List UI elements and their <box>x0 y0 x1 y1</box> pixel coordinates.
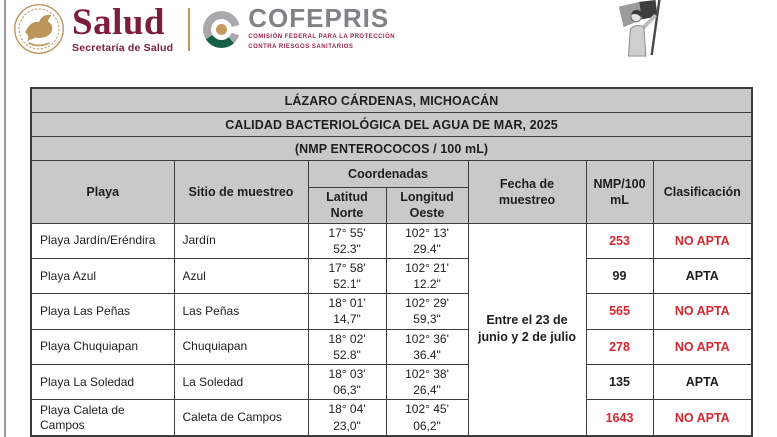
page-left-edge <box>4 0 6 437</box>
nmp-cell: 278 <box>586 329 653 364</box>
longitud-cell: 102° 36' 36.4" <box>386 329 468 364</box>
column-header-playa: Playa <box>31 161 174 224</box>
cofepris-logo <box>248 5 395 52</box>
table-title-row-units <box>31 137 752 161</box>
clasificacion-cell: NO APTA <box>653 223 752 258</box>
table-title-row-subject <box>31 113 752 137</box>
longitud-cell: 102° 13' 29.4" <box>386 223 468 258</box>
table-title-units: (NMP ENTEROCOCOS / 100 mL) <box>31 137 752 161</box>
playa-cell: Playa Las Peñas <box>31 294 174 329</box>
table-row <box>31 294 752 329</box>
sitio-cell: Las Peñas <box>174 294 308 329</box>
clasificacion-cell: NO APTA <box>653 329 752 364</box>
sitio-cell: Azul <box>174 258 308 293</box>
column-header-row <box>31 161 752 188</box>
column-header-longitud: Longitud Oeste <box>386 188 468 224</box>
cofepris-tagline <box>248 33 395 52</box>
water-quality-table <box>30 87 753 437</box>
table-row <box>31 223 752 258</box>
table-title-location: LÁZARO CÁRDENAS, MICHOACÁN <box>31 88 752 113</box>
cofepris-tagline-line2: CONTRA RIESGOS SANITARIOS <box>248 44 354 50</box>
cofepris-tagline-line1: COMISIÓN FEDERAL PARA LA PROTECCIÓN <box>248 34 396 41</box>
cofepris-logo-icon <box>203 11 240 48</box>
salud-wordmark: Salud <box>72 2 166 43</box>
clasificacion-cell: APTA <box>653 365 752 400</box>
fecha-muestreo-cell: Entre el 23 de junio y 2 de julio <box>468 223 586 436</box>
salud-subtitle: Secretaría de Salud <box>72 42 174 54</box>
table-row <box>31 258 752 293</box>
latitud-cell: 18° 01' 14,7" <box>308 294 386 329</box>
playa-cell: Playa Azul <box>31 258 174 293</box>
table-row <box>31 400 752 436</box>
table-title-subject: CALIDAD BACTERIOLÓGICA DEL AGUA DE MAR, 2025 <box>31 113 752 137</box>
table-row <box>31 365 752 400</box>
playa-cell: Playa La Soledad <box>31 365 174 400</box>
sitio-cell: Jardín <box>174 223 308 258</box>
playa-cell: Playa Jardín/Eréndira <box>31 223 174 258</box>
flagbearer-illustration <box>594 0 689 58</box>
mexico-eagle-seal-icon <box>13 3 65 55</box>
clasificacion-cell: APTA <box>653 258 752 293</box>
sitio-cell: Chuquiapan <box>174 329 308 364</box>
nmp-cell: 565 <box>586 294 653 329</box>
playa-cell: Playa Chuquiapan <box>31 329 174 364</box>
longitud-cell: 102° 45' 06,2" <box>386 400 468 436</box>
header-brand-bar <box>13 3 395 55</box>
table-row <box>31 329 752 364</box>
longitud-cell: 102° 38' 26,4" <box>386 365 468 400</box>
nmp-cell: 253 <box>586 223 653 258</box>
cofepris-wordmark: COFEPRIS <box>248 3 390 34</box>
brand-divider <box>188 8 190 51</box>
sitio-cell: Caleta de Campos <box>174 400 308 436</box>
clasificacion-cell: NO APTA <box>653 400 752 436</box>
latitud-cell: 17° 55' 52.3" <box>308 223 386 258</box>
latitud-cell: 18° 02' 52.8" <box>308 329 386 364</box>
column-header-nmp: NMP/100 mL <box>586 161 653 224</box>
latitud-cell: 18° 03' 06,3" <box>308 365 386 400</box>
longitud-cell: 102° 29' 59,3" <box>386 294 468 329</box>
salud-logo <box>72 4 173 54</box>
latitud-cell: 18° 04' 23,0" <box>308 400 386 436</box>
latitud-cell: 17° 58' 52.1" <box>308 258 386 293</box>
nmp-cell: 99 <box>586 258 653 293</box>
clasificacion-cell: NO APTA <box>653 294 752 329</box>
sitio-cell: La Soledad <box>174 365 308 400</box>
playa-cell: Playa Caleta de Campos <box>31 400 174 436</box>
column-header-latitud: Latitud Norte <box>308 188 386 224</box>
nmp-cell: 1643 <box>586 400 653 436</box>
column-header-coordenadas: Coordenadas <box>308 161 468 188</box>
nmp-cell: 135 <box>586 365 653 400</box>
column-header-clasificacion: Clasificación <box>653 161 752 224</box>
column-header-sitio: Sitio de muestreo <box>174 161 308 224</box>
table-title-row-location <box>31 88 752 113</box>
column-header-fecha: Fecha de muestreo <box>468 161 586 224</box>
longitud-cell: 102° 21' 12.2" <box>386 258 468 293</box>
